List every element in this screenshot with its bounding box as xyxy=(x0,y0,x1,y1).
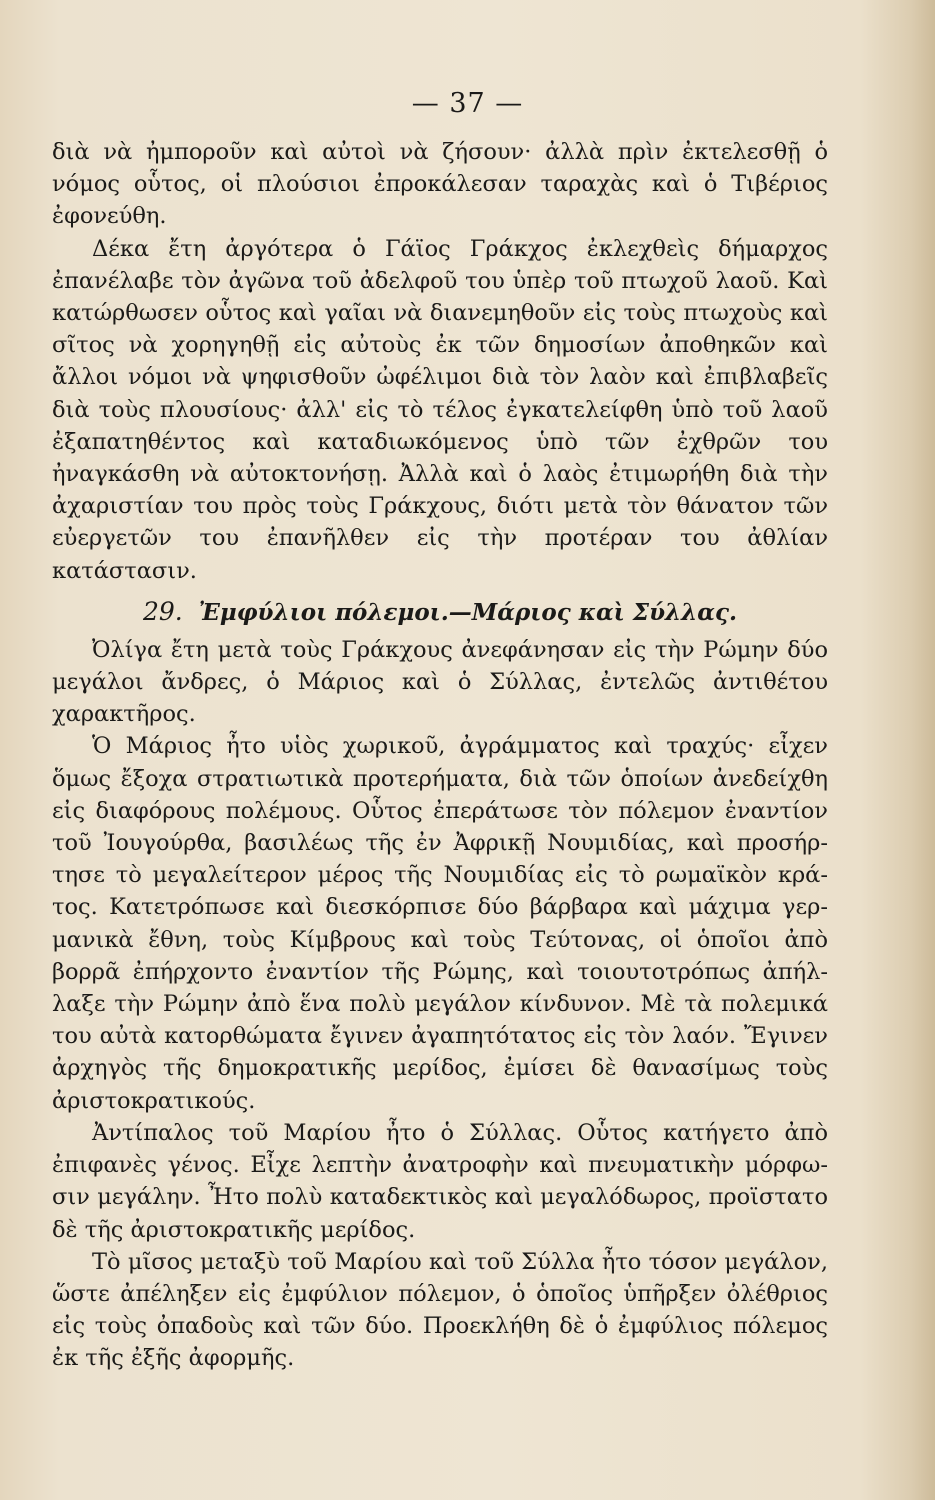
paragraph-civil-war: Τὸ μῖσος μεταξὺ τοῦ Μαρίου καὶ τοῦ Σύλλα ἦτο τόσον μεγάλον, ὥστε ἀπέληξεν εἰς ἐμφύλιον πόλεμον, ὁ ὁποῖος ὑπῆρξεν ὀλέθριος εἰς τοὺς ὀπαδοὺς καὶ τῶν δύο. Προεκλήθη δὲ ὁ ἐμφύλιος πόλεμος ἐκ τῆς ἐξῆς ἀφορμῆς. xyxy=(52,1248,828,1372)
paragraph-marius: Ὁ Μάριος ἦτο υἱὸς χωρικοῦ, ἀγράμματος καὶ τραχύς· εἶχεν ὅμως ἔξοχα στρατιωτικὰ προτερήματα, διὰ τῶν ὁποίων ἀνεδείχθη εἰς διαφόρους πολέμους. Οὗτος ἐπεράτωσε τὸν πόλεμον ἐναντίον τοῦ Ἰουγούρθα, βασιλέως τῆς ἐν Ἀφρικῇ Νουμιδίας, καὶ προσήρτησε τὸ μεγαλείτερον μέρος τῆς Νουμιδίας εἰς τὸ ρωμαϊκὸν κράτος. Κατετρόπωσε καὶ διεσκόρπισε δύο βάρβαρα καὶ μάχιμα γερμανικὰ ἔθνη, τοὺς Κίμβρους καὶ τοὺς Τεύτονας, οἱ ὁποῖοι ἀπὸ βορρᾶ ἐπήρχοντο ἐναντίον τῆς Ρώμης, καὶ τοιουτοτρόπως ἀπήλλαξε τὴν Ρώμην ἀπὸ ἕνα πολὺ μεγάλον κίνδυνον. Μὲ τὰ πολεμικά του αὐτὰ κατορθώματα ἔγινεν ἀγαπητότατος εἰς τὸν λαόν. Ἔγινεν ἀρχηγὸς τῆς δημοκρατικῆς μερίδος, ἐμίσει δὲ θανασίμως τοὺς ἀριστοκρατικούς. xyxy=(52,733,828,1114)
page-number: — 37 — xyxy=(411,88,524,119)
paragraph-sulla: Ἀντίπαλος τοῦ Μαρίου ἦτο ὁ Σύλλας. Οὗτος κατήγετο ἀπὸ ἐπιφανὲς γένος. Εἶχε λεπτὴν ἀνατροφὴν καὶ πνευματικὴν μόρφωσιν μεγάλην. Ἦτο πολὺ καταδεκτικὸς καὶ μεγαλόδωρος, προϊστατο δὲ τῆς ἀριστοκρατικῆς μερίδος. xyxy=(52,1119,828,1243)
page-body xyxy=(52,136,828,1375)
paragraph-continuation: διὰ νὰ ἠμποροῦν καὶ αὐτοὶ νὰ ζήσουν· ἀλλὰ πρὶν ἐκτελεσθῇ ὁ νόμος οὗτος, οἱ πλούσιοι ἐπροκάλεσαν ταραχὰς καὶ ὁ Τιβέριος ἐφονεύθη. xyxy=(52,139,828,230)
section-number: 29. xyxy=(142,596,183,626)
paragraph-marius-sulla-intro: Ὀλίγα ἔτη μετὰ τοὺς Γράκχους ἀνεφάνησαν εἰς τὴν Ρώμην δύο μεγάλοι ἄνδρες, ὁ Μάριος καὶ ὁ Σύλλας, ἐντελῶς ἀντιθέτου χαρακτῆρος. xyxy=(52,636,828,728)
section-heading xyxy=(52,595,828,630)
paragraph-gaius-gracchus: Δέκα ἔτη ἀργότερα ὁ Γάϊος Γράκχος ἐκλεχθεὶς δήμαρχος ἐπανέλαβε τὸν ἀγῶνα τοῦ ἀδελφοῦ του ὑπὲρ τοῦ πτωχοῦ λαοῦ. Καὶ κατώρθωσεν οὗτος καὶ γαῖαι νὰ διανεμηθοῦν εἰς τοὺς πτωχοὺς καὶ σῖτος νὰ χορηγηθῇ εἰς αὐτοὺς ἐκ τῶν δημοσίων ἀποθηκῶν καὶ ἄλλοι νόμοι νὰ ψηφισθοῦν ὠφέλιμοι διὰ τὸν λαὸν καὶ ἐπιβλαβεῖς διὰ τοὺς πλουσίους· ἀλλ' εἰς τὸ τέλος ἐγκατελείφθη ὑπὸ τοῦ λαοῦ ἐξαπατηθέντος καὶ καταδιωκόμενος ὑπὸ τῶν ἐχθρῶν του ἠναγκάσθη νὰ αὐτοκτονήσῃ. Ἀλλὰ καὶ ὁ λαὸς ἐτιμωρήθη διὰ τὴν ἀχαριστίαν του πρὸς τοὺς Γράκχους, διότι μετὰ τὸν θάνατον τῶν εὐεργετῶν του ἐπανῆλθεν εἰς τὴν προτέραν του ἀθλίαν κατάστασιν. xyxy=(52,235,828,584)
section-title: Ἐμφύλιοι πόλεμοι.—Μάριος καὶ Σύλλας. xyxy=(198,598,737,626)
